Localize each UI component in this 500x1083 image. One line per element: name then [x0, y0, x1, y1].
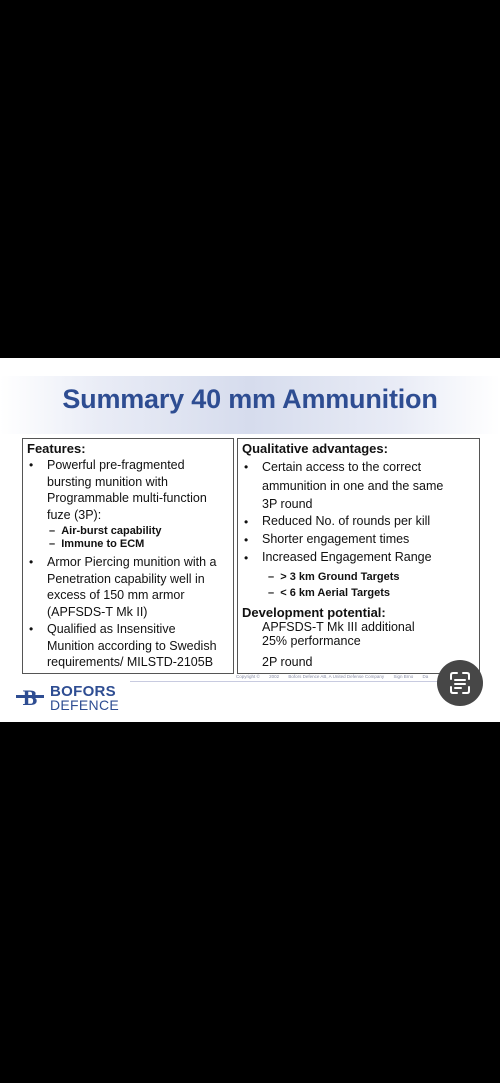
text-line: Reduced No. of rounds per kill	[262, 514, 431, 528]
text-line: Certain access to the correct	[262, 460, 422, 474]
lens-scan-button[interactable]	[437, 660, 483, 706]
feature-item-3	[47, 621, 217, 671]
text-line: Qualified as Insensitive	[47, 622, 176, 636]
footer-company: Bofors Defence AB, A United Defense Company	[288, 674, 385, 679]
feature-item-2	[47, 554, 217, 620]
advantage-item-2	[262, 513, 430, 530]
bofors-b-icon	[16, 685, 44, 709]
bullet: •	[29, 458, 34, 472]
subitem-text: < 6 km Aerial Targets	[280, 587, 390, 599]
features-box	[22, 438, 234, 674]
advantage-subitem-1: – > 3 km Ground Targets	[268, 571, 400, 583]
text-line: Munition according to Swedish	[47, 638, 217, 653]
text-line: requirements/ MILSTD-2105B	[47, 655, 214, 669]
text-line: excess of 150 mm armor	[47, 588, 185, 602]
footer-date: Da	[422, 674, 429, 679]
text-line: Programmable multi-function	[47, 491, 207, 505]
lens-scan-icon	[437, 660, 483, 706]
text-line: fuze (3P):	[47, 507, 102, 522]
bullet: •	[29, 555, 34, 569]
development-line-3: 2P round	[262, 655, 313, 669]
feature-subitem-2: – Immune to ECM	[49, 538, 145, 550]
advantages-heading: Qualitative advantages:	[242, 441, 388, 456]
logo-line-2: DEFENCE	[50, 697, 119, 713]
slide-title: Summary 40 mm Ammunition	[62, 384, 438, 414]
text-line: bursting munition with	[47, 474, 168, 489]
text-line: Shorter engagement times	[262, 532, 410, 546]
bullet: •	[244, 515, 249, 529]
text-line: ammunition in one and the same	[262, 478, 444, 493]
text-line: (APFSDS-T Mk II)	[47, 604, 148, 619]
footer-copyright: Copyright ©	[236, 674, 260, 679]
text-line: Increased Engagement Range	[262, 550, 432, 564]
logo-line-1: BOFORS	[50, 683, 116, 700]
bofors-logo	[14, 682, 126, 712]
advantage-subitem-2: – < 6 km Aerial Targets	[268, 587, 390, 599]
advantage-item-3	[262, 531, 409, 548]
footer	[236, 674, 436, 679]
feature-item-1	[47, 457, 207, 523]
development-heading: Development potential:	[242, 605, 386, 620]
feature-subitem-1: – Air-burst capability	[49, 525, 162, 537]
bullet: •	[244, 533, 249, 547]
footer-sign: Sign Brno	[393, 674, 414, 679]
slide	[0, 358, 500, 722]
features-heading: Features:	[27, 441, 86, 456]
footer-year: 2002	[269, 674, 280, 679]
svg-text:B: B	[22, 685, 38, 709]
subitem-text: Immune to ECM	[61, 538, 145, 550]
development-line-1: APFSDS-T Mk III additional	[262, 620, 415, 634]
bullet: •	[244, 551, 249, 565]
text-line: Powerful pre-fragmented	[47, 458, 185, 472]
text-line: Armor Piercing munition with a	[47, 555, 217, 569]
advantage-item-4	[262, 549, 432, 566]
subitem-text: > 3 km Ground Targets	[280, 571, 400, 583]
footer-divider	[130, 681, 480, 682]
text-line: Penetration capability well in	[47, 571, 205, 586]
development-line-2: 25% performance	[262, 634, 361, 648]
text-line: 3P round	[262, 497, 313, 511]
bullet: •	[29, 622, 34, 636]
advantages-box	[237, 438, 480, 674]
advantage-item-1	[262, 458, 443, 514]
subitem-text: Air-burst capability	[61, 525, 162, 537]
bullet: •	[244, 460, 249, 474]
